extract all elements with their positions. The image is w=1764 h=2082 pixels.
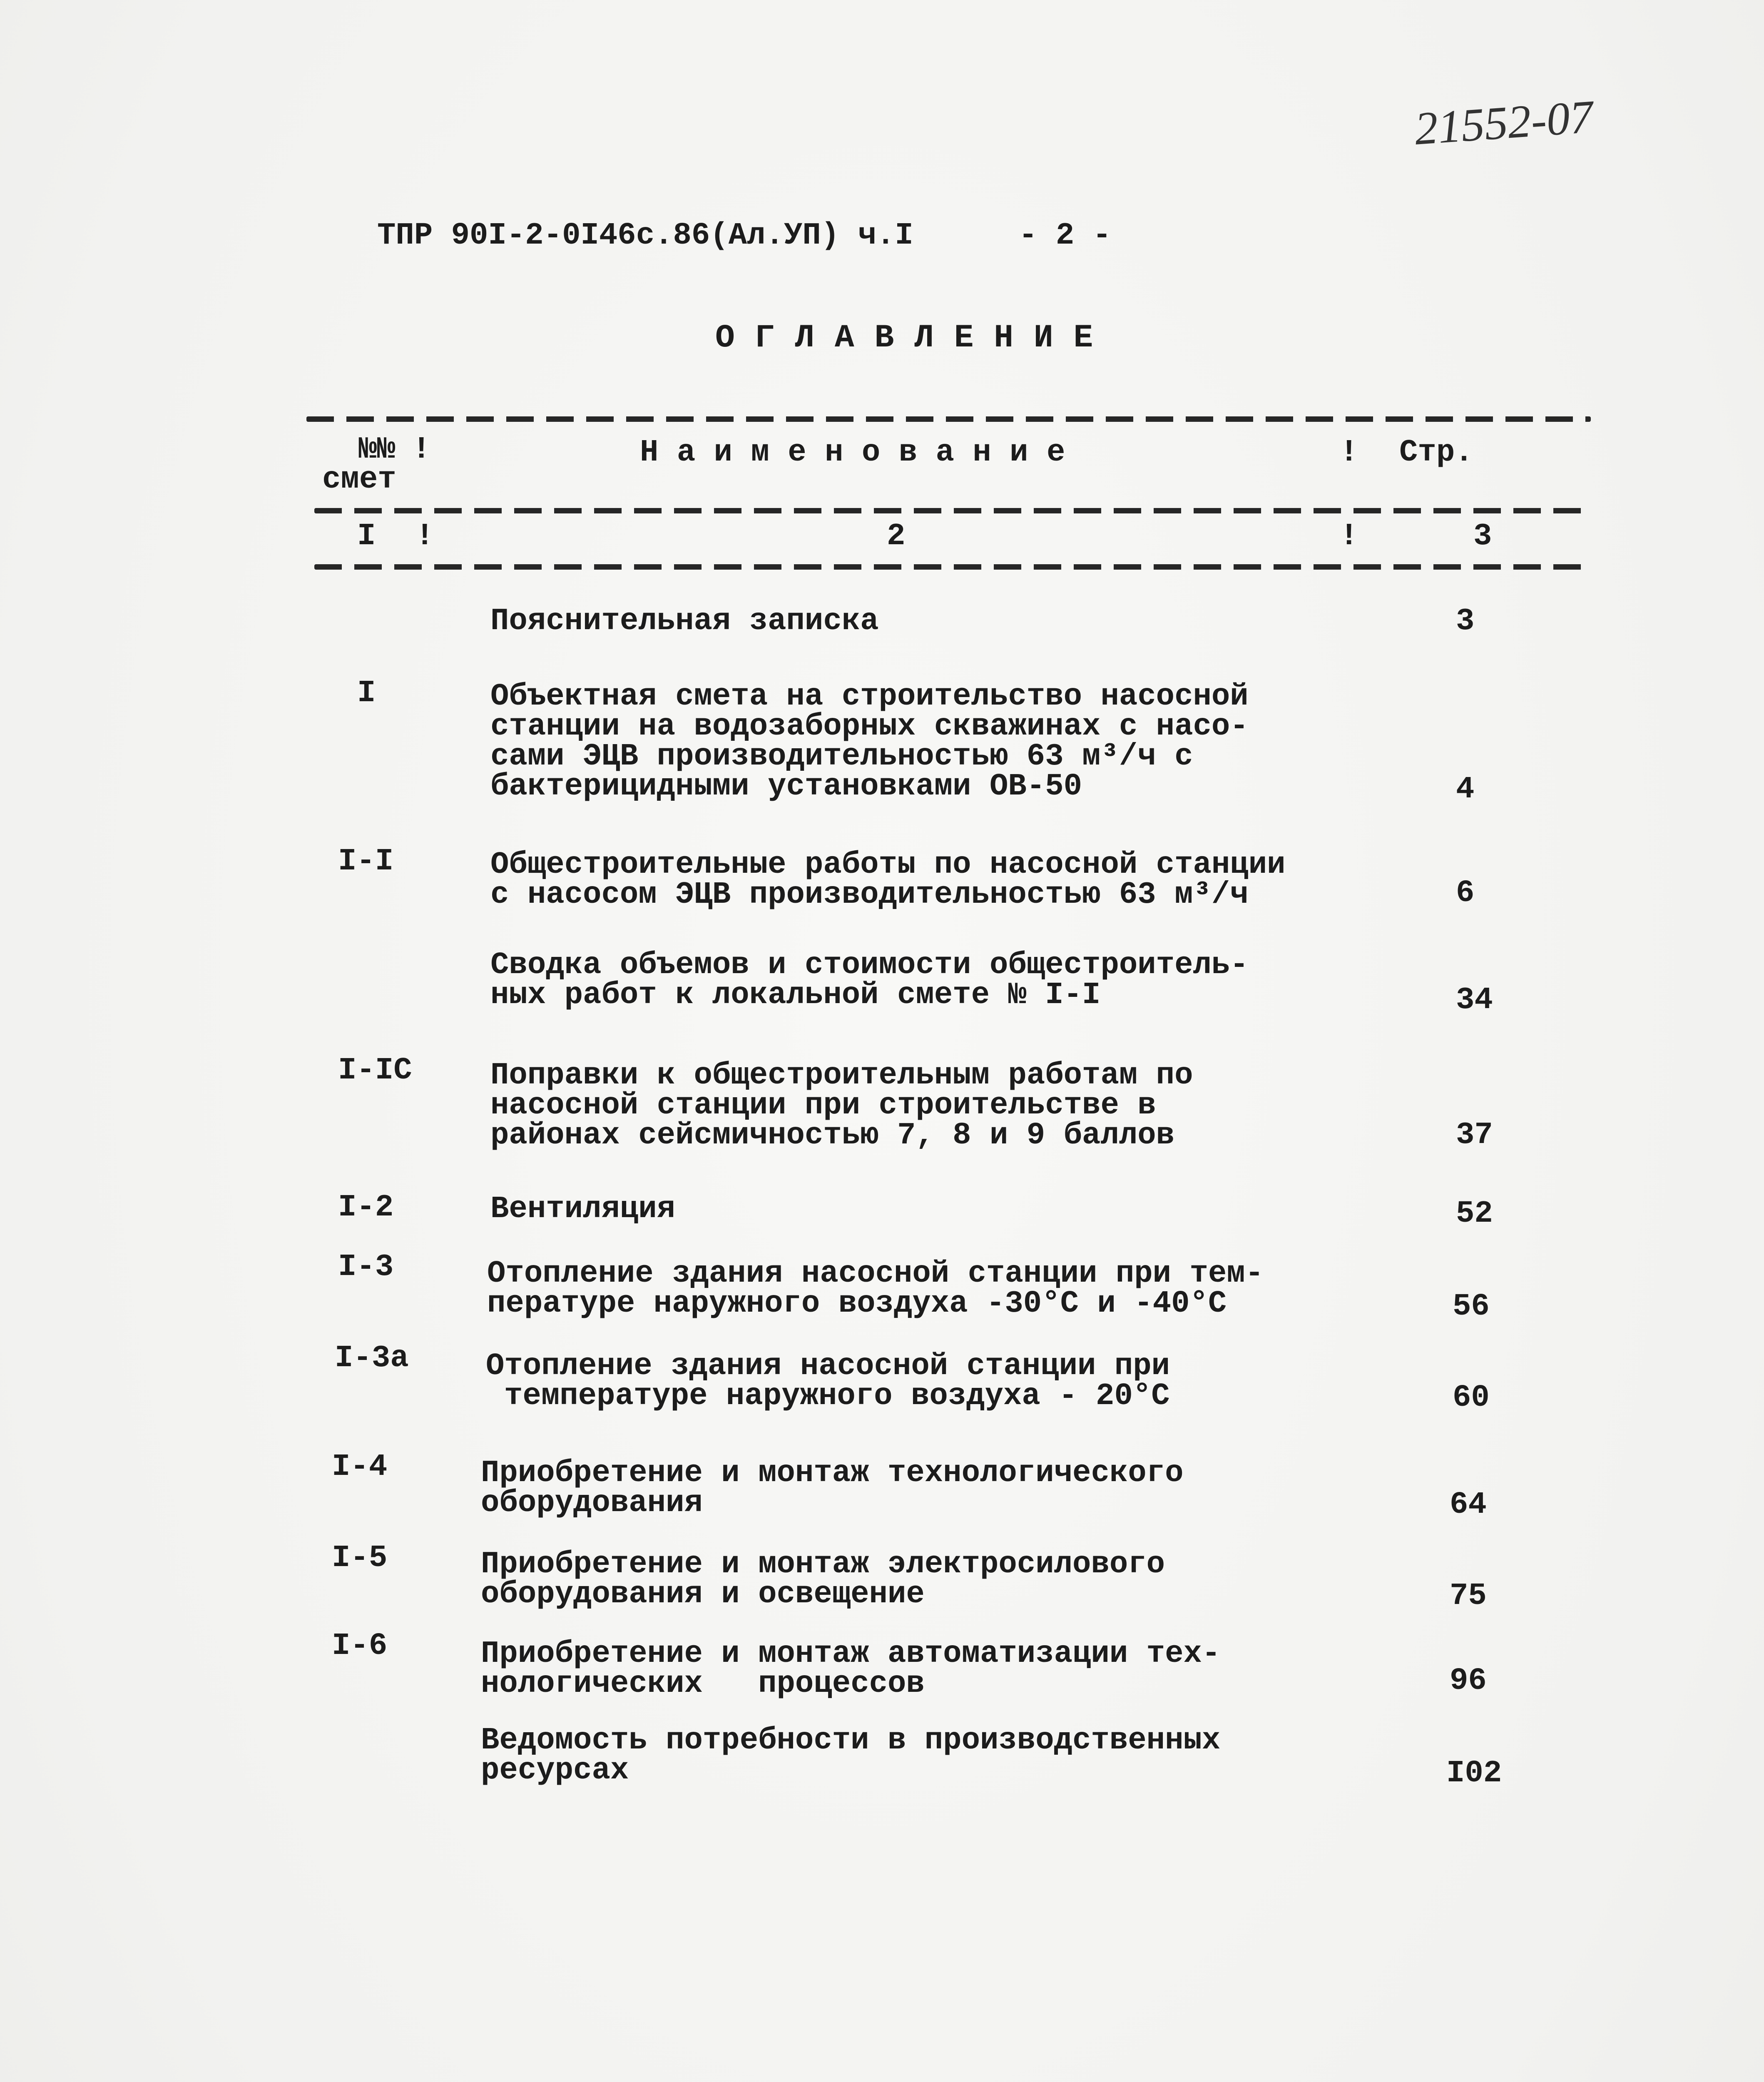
estimate-number: I [357,676,376,711]
column-header-page: Стр. [1399,435,1473,470]
entry-title-line: с насосом ЭЦВ производительностью 63 м³/ч [490,877,1249,912]
column-header-name: Н а и м е н о в а н и е [640,435,1065,470]
entry-title-line: Вентиляция [490,1192,676,1227]
entry-title [486,1349,1170,1414]
entry-title-line: Отопление здания насосной станции при [486,1349,1170,1384]
entry-title-line: Общестроительные работы по насосной станции [490,847,1286,882]
estimate-number: I-2 [338,1190,394,1225]
entry-title [481,1547,1165,1612]
dashed-rule-top [306,416,1591,422]
entry-title [490,1192,676,1227]
estimate-number: I-4 [332,1449,388,1484]
entry-title-line: оборудования [481,1486,703,1521]
entry-title-line: Приобретение и монтаж технологического [481,1456,1184,1491]
entry-title [490,847,1286,912]
estimate-number: I-3 [338,1250,394,1285]
page-reference: 34 [1456,983,1493,1018]
page-reference: 60 [1453,1380,1490,1415]
entry-title-line: насосной станции при строительстве в [490,1088,1156,1123]
column-number-page: 3 [1473,519,1492,554]
entry-title-line: Ведомость потребности в производственных [481,1723,1221,1758]
entry-title-line: станции на водозаборных скважинах с насо- [490,709,1249,744]
page-reference: 6 [1456,876,1475,911]
entry-title-line: Пояснительная записка [490,604,879,639]
entry-title [490,679,1249,804]
dashed-rule-middle [314,508,1591,513]
column-number-name: 2 [887,519,906,554]
page-number-marker: - 2 - [1019,218,1112,253]
entry-title-line: Отопление здания насосной станции при тем- [487,1256,1264,1291]
entry-title-line: пературе наружного воздуха -30°С и -40°С [487,1286,1227,1321]
document-code: ТПР 90I-2-0I46с.86(Ал.УП) ч.I [377,218,913,253]
page-reference: 56 [1453,1289,1490,1324]
entry-title [481,1636,1221,1701]
column-separator: ! [1340,519,1358,554]
entry-title-line: нологических процессов [481,1666,925,1701]
entry-title-line: Приобретение и монтаж автоматизации тех- [481,1636,1221,1671]
estimate-number: I-IС [338,1053,412,1088]
estimate-number: I-6 [332,1629,388,1664]
entry-title-line: ресурсах [481,1753,629,1788]
entry-title [487,1256,1264,1321]
handwritten-archive-number: 21552-07 [1413,91,1595,155]
page-reference: 52 [1456,1196,1493,1231]
column-separator: ! [412,432,431,467]
entry-title [490,1058,1193,1153]
column-number-estimate: I [357,519,376,554]
entry-title [490,604,879,639]
page-reference: 4 [1456,772,1475,807]
entry-title [481,1456,1184,1521]
entry-title-line: бактерицидными установками ОВ-50 [490,769,1082,804]
estimate-number: I-5 [332,1541,388,1576]
entry-title-line: оборудования и освещение [481,1577,925,1612]
entry-title-line: сами ЭЦВ производительностью 63 м³/ч с [490,739,1193,774]
page-reference: 96 [1450,1664,1487,1698]
estimate-number: I-3а [335,1341,409,1376]
page-reference: 64 [1450,1487,1487,1522]
entry-title [481,1723,1221,1788]
page-reference: I02 [1446,1756,1502,1791]
entry-title-line: температуре наружного воздуха - 20°С [504,1379,1170,1414]
entry-title-line: Объектная смета на строительство насосной [490,679,1249,714]
dashed-rule-bottom [314,564,1591,570]
entry-title-line: ных работ к локальной смете № I-I [490,978,1101,1013]
column-separator: ! [415,519,434,554]
column-header-estimate-number: №№ [358,432,396,467]
page-reference: 37 [1456,1118,1493,1153]
entry-title-line: районах сейсмичностью 7, 8 и 9 баллов [490,1118,1175,1153]
document-title: О Г Л А В Л Е Н И Е [715,320,1094,356]
entry-title-line: Поправки к общестроительным работам по [490,1058,1193,1093]
column-header-estimate-label: смет [322,462,396,497]
entry-title [490,948,1249,1013]
column-separator: ! [1340,435,1358,470]
estimate-number: I-I [338,844,394,879]
entry-title-line: Сводка объемов и стоимости общестроитель- [490,948,1249,983]
entry-title-line: Приобретение и монтаж электросилового [481,1547,1165,1582]
page-reference: 75 [1450,1579,1487,1614]
page-reference: 3 [1456,604,1475,639]
